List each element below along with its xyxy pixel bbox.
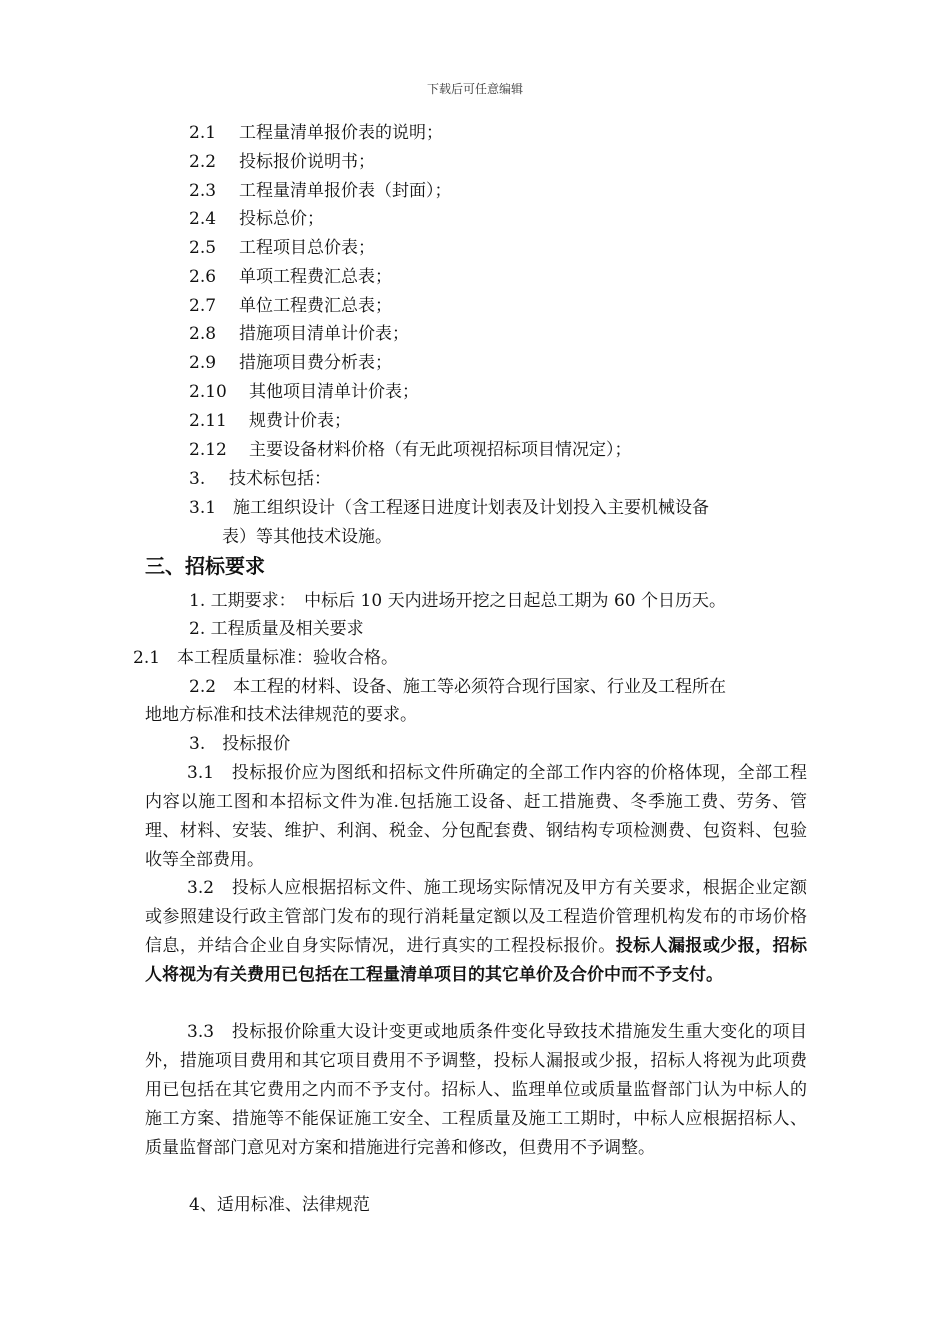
paragraph-3-2: 3.2 投标人应根据招标文件、施工现场实际情况及甲方有关要求，根据企业定额或参照建设行政主管部门发布的现行消耗量定额以及工程造价管理机构发布的市场价格信息，并结合企业自身实际情况，进行真实的工程投标报价。投标人漏报或少报，招标人将视为有关费用已包括在工程量清单项目的其它单价及合价中而不予支付。 <box>145 878 808 985</box>
list-item: 2.10 其他项目清单计价表； <box>189 382 419 402</box>
item-3-1-line2: 表）等其他技术设施。 <box>222 527 392 547</box>
list-item: 2.12 主要设备材料价格（有无此项视招标项目情况定）； <box>189 440 632 460</box>
list-item: 2.6 单项工程费汇总表； <box>189 267 392 287</box>
req-1: 1. 工期要求： 中标后 10 天内进场开挖之日起总工期为 60 个日历天。 <box>189 591 727 611</box>
paragraph-3-1: 3.1 投标报价应为图纸和招标文件所确定的全部工作内容的价格体现，全部工程内容以施工图和本招标文件为准.包括施工设备、赶工措施费、冬季施工费、劳务、管理、材料、安装、维护、利润、税金、分包配套费、钢结构专项检测费、包资料、包验收等全部费用。 <box>145 763 807 870</box>
list-item: 2.9 措施项目费分析表； <box>189 353 392 373</box>
list-item: 2.8 措施项目清单计价表； <box>189 324 409 344</box>
req-3: 3. 投标报价 <box>189 734 291 754</box>
list-item: 2.1 工程量清单报价表的说明； <box>189 123 443 143</box>
list-item: 2.7 单位工程费汇总表； <box>189 296 392 316</box>
item-3-1-line1: 3.1 施工组织设计（含工程逐日进度计划表及计划投入主要机械设备 <box>189 498 710 518</box>
list-item: 2.5 工程项目总价表； <box>189 238 375 258</box>
list-item: 2.11 规费计价表； <box>189 411 351 431</box>
req-2: 2. 工程质量及相关要求 <box>189 619 364 639</box>
section-title: 三、招标要求 <box>145 554 265 578</box>
list-item: 2.4 投标总价； <box>189 209 324 229</box>
paragraph-3-2-bold: 投标人漏报或少报，招标人将视为有关费用已包括在工程量清单项目的其它单价及合价中而不予支付。 <box>145 936 808 985</box>
req-2-2-line1: 2.2 本工程的材料、设备、施工等必须符合现行国家、行业及工程所在 <box>189 677 727 697</box>
header-note: 下载后可任意编辑 <box>426 82 523 96</box>
list-item: 2.3 工程量清单报价表（封面）； <box>189 181 452 201</box>
paragraph-3-3: 3.3 投标报价除重大设计变更或地质条件变化导致技术措施发生重大变化的项目外，措施项目费用和其它项目费用不予调整，投标人漏报或少报，招标人将视为此项费用已包括在其它费用之内而不予支付。招标人、监理单位或质量监督部门认为中标人的施工方案、措施等不能保证施工安全、工程质量及施工工期时，中标人应根据招标人、质量监督部门意见对方案和措施进行完善和修改，但费用不予调整。 <box>145 1022 807 1158</box>
req-2-2-line2: 地地方标准和技术法律规范的要求。 <box>145 705 417 725</box>
list-item: 2.2 投标报价说明书； <box>189 152 375 172</box>
list-item: 3. 技术标包括： <box>189 469 331 489</box>
req-2-1: 2.1 本工程质量标准：验收合格。 <box>133 648 399 668</box>
req-4: 4、适用标准、法律规范 <box>189 1195 370 1215</box>
